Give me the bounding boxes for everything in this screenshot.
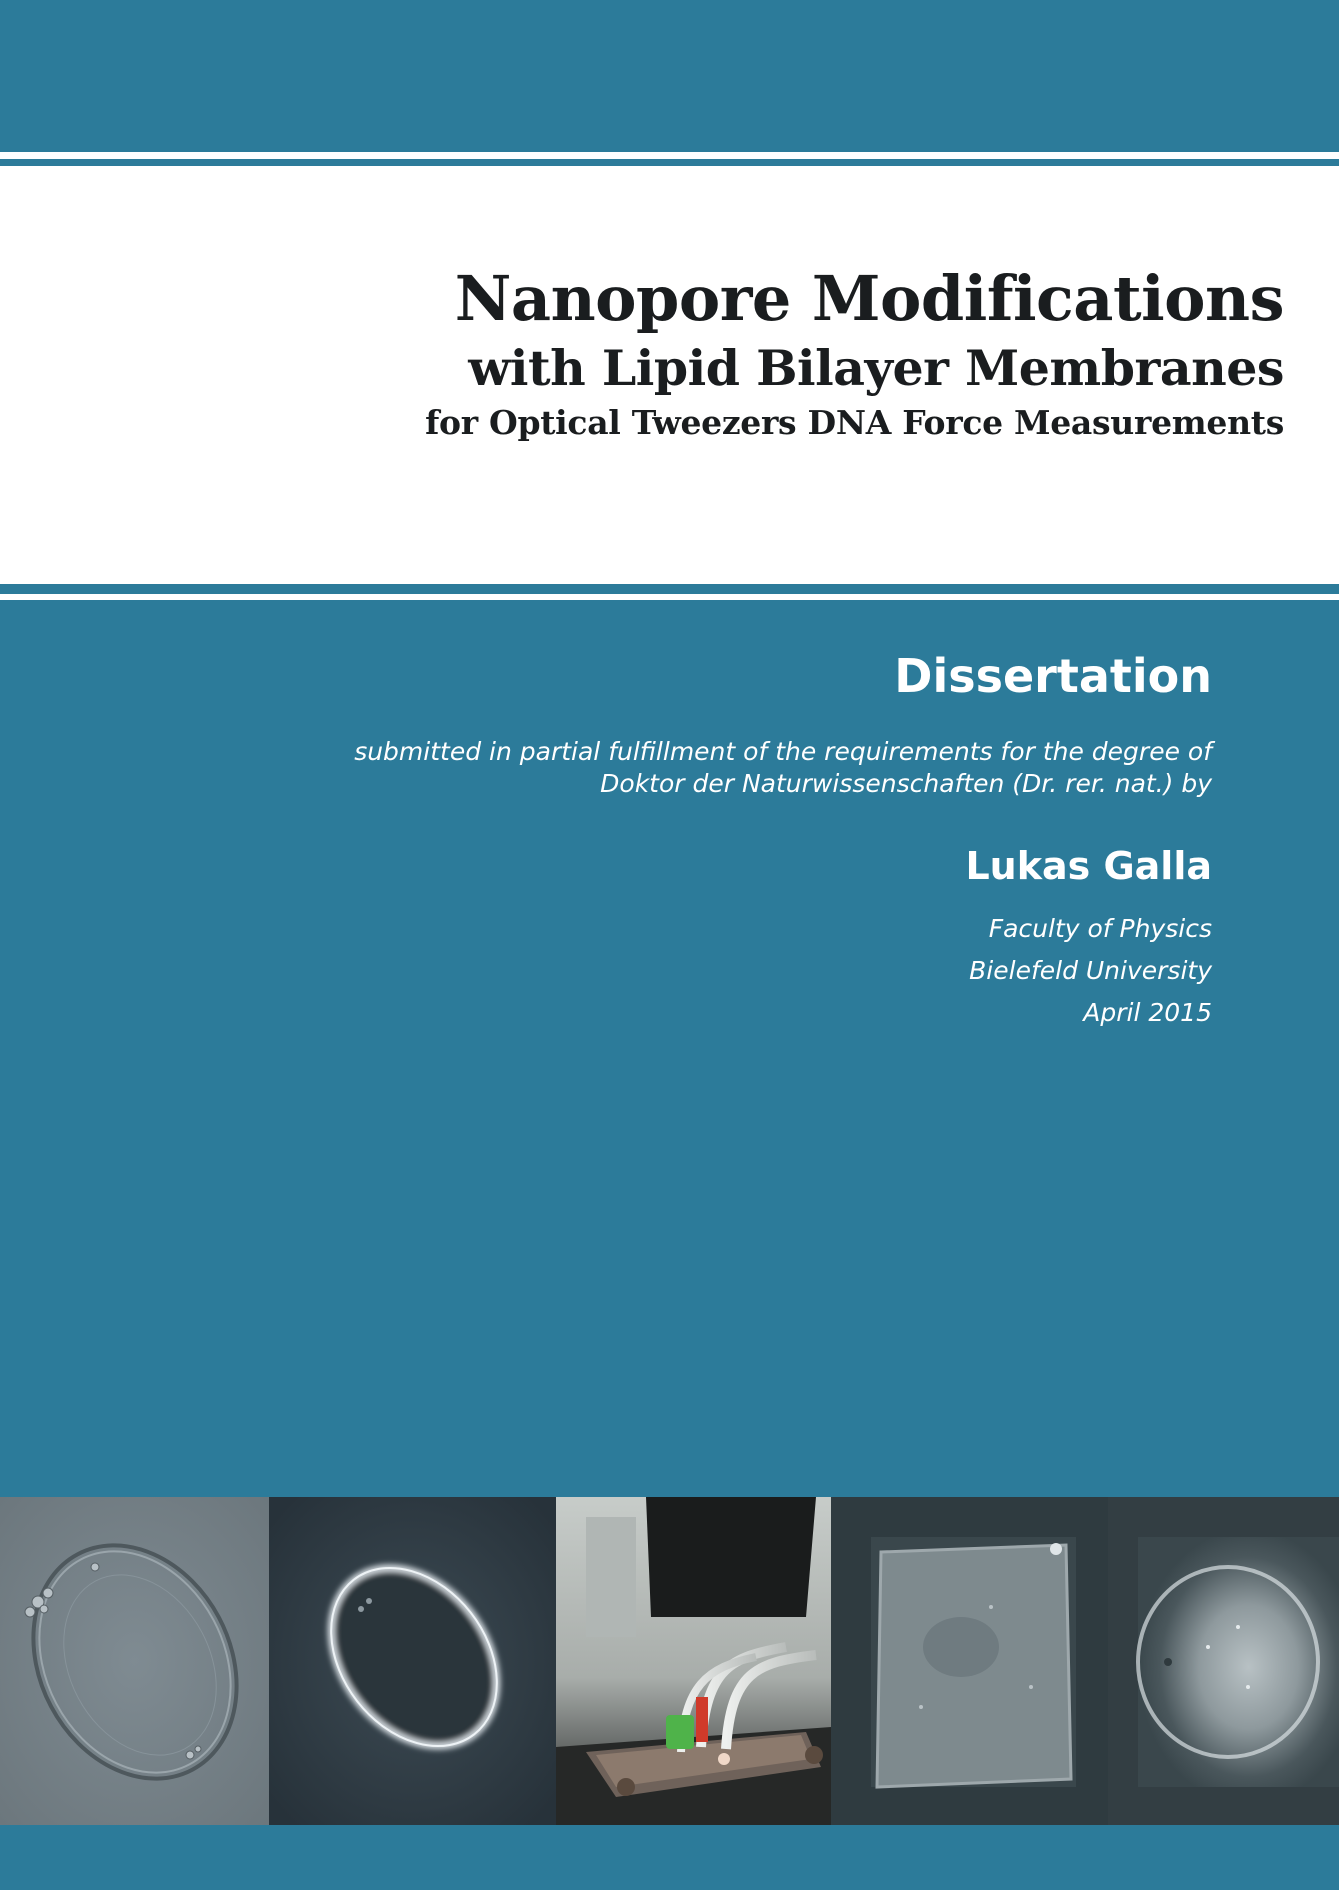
membrane-fluorescence-photo (1108, 1497, 1339, 1825)
submission-line-2: Doktor der Naturwissenschaften (Dr. rer. nat.) by (600, 769, 1212, 798)
bottom-divider-stripe (0, 594, 1339, 600)
university: Bielefeld University (969, 956, 1212, 985)
photo-strip (0, 1497, 1339, 1825)
membrane-square-photo (831, 1497, 1108, 1825)
title-line-3: for Optical Tweezers DNA Force Measurements (425, 403, 1284, 442)
submission-line-1: submitted in partial fulfillment of the requirements for the degree of (354, 737, 1212, 766)
author-name: Lukas Galla (965, 844, 1212, 888)
vesicle-fluorescence-photo (269, 1497, 556, 1825)
top-divider-line (0, 159, 1339, 166)
title-line-1: Nanopore Modifications (454, 262, 1284, 335)
title-line-2: with Lipid Bilayer Membranes (468, 339, 1284, 397)
thesis-info (354, 648, 1212, 1034)
thesis-title (425, 262, 1284, 446)
date: April 2015 (1083, 998, 1212, 1027)
top-band (0, 0, 1339, 152)
document-type: Dissertation (894, 649, 1212, 703)
bottom-divider-line (0, 584, 1339, 591)
microfluidic-setup-photo (556, 1497, 831, 1825)
faculty: Faculty of Physics (988, 914, 1212, 943)
vesicle-brightfield-photo (0, 1497, 269, 1825)
